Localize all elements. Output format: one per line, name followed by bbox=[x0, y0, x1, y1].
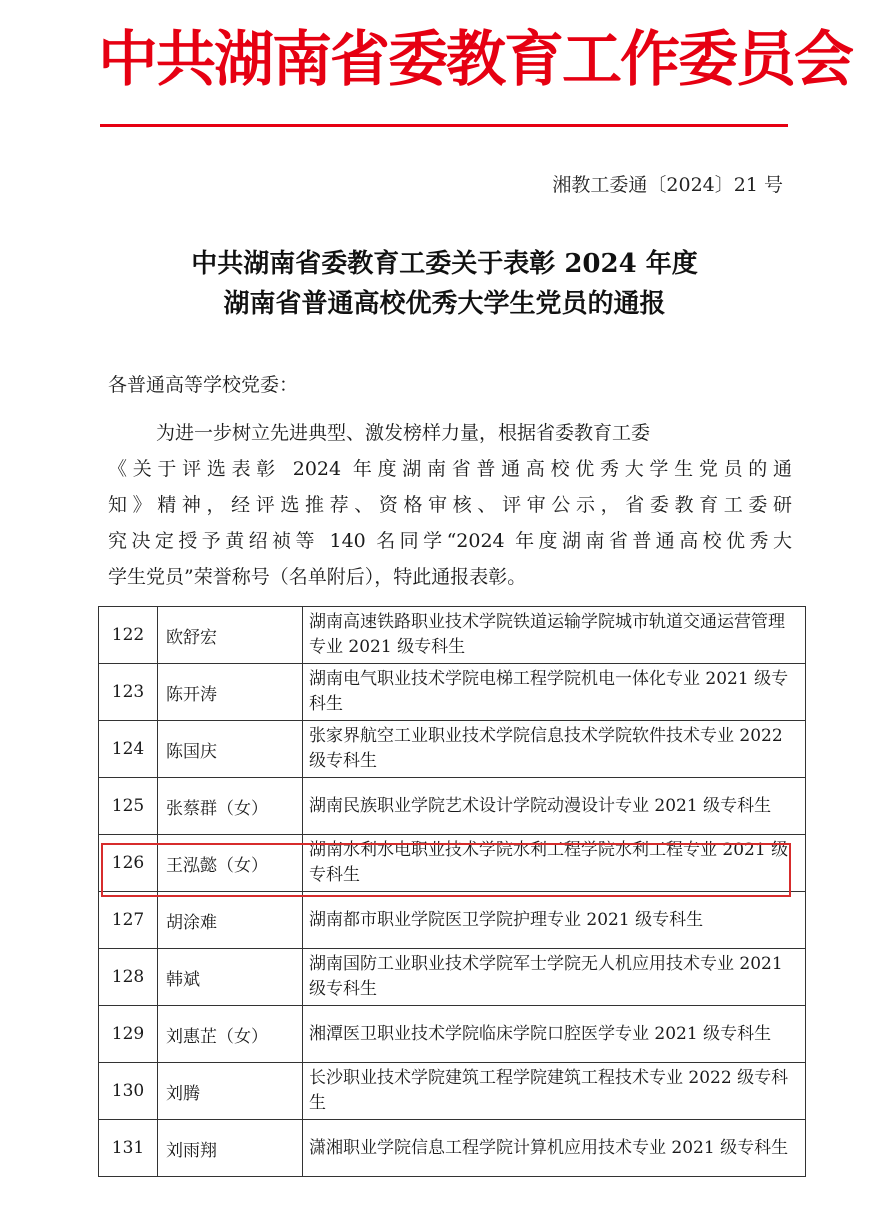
body-line: 究决定授予黄绍祯等 140 名同学“2024 年度湖南省普通高校优秀大 bbox=[108, 530, 792, 552]
row-number: 128 bbox=[99, 949, 158, 1006]
student-unit: 湖南电气职业技术学院电梯工程学院机电一体化专业 2021 级专科生 bbox=[303, 664, 806, 721]
red-divider-line bbox=[100, 124, 788, 127]
student-unit: 湖南国防工业职业技术学院军士学院无人机应用技术专业 2021 级专科生 bbox=[303, 949, 806, 1006]
table-row bbox=[99, 778, 806, 835]
table-row bbox=[99, 1120, 806, 1177]
table-row bbox=[99, 892, 806, 949]
row-number: 127 bbox=[99, 892, 158, 949]
student-name: 王泓懿（女） bbox=[158, 835, 303, 892]
student-name: 刘雨翔 bbox=[158, 1120, 303, 1177]
body-line: 为进一步树立先进典型、激发榜样力量，根据省委教育工委 bbox=[156, 422, 651, 444]
student-name: 张蔡群（女） bbox=[158, 778, 303, 835]
notice-title-line-2: 湖南省普通高校优秀大学生党员的通报 bbox=[223, 289, 666, 319]
table-row bbox=[99, 949, 806, 1006]
student-unit: 湖南高速铁路职业技术学院铁道运输学院城市轨道交通运营管理专业 2021 级专科生 bbox=[303, 607, 806, 664]
row-number: 126 bbox=[99, 835, 158, 892]
student-name: 欧舒宏 bbox=[158, 607, 303, 664]
document-number: 湘教工委通〔2024〕21 号 bbox=[552, 174, 783, 196]
honoree-table bbox=[98, 606, 806, 1177]
row-number: 124 bbox=[99, 721, 158, 778]
student-unit: 潇湘职业学院信息工程学院计算机应用技术专业 2021 级专科生 bbox=[303, 1120, 806, 1177]
student-unit: 长沙职业技术学院建筑工程学院建筑工程技术专业 2022 级专科生 bbox=[303, 1063, 806, 1120]
row-number: 125 bbox=[99, 778, 158, 835]
row-number: 130 bbox=[99, 1063, 158, 1120]
student-name: 刘腾 bbox=[158, 1063, 303, 1120]
student-unit: 湖南水利水电职业技术学院水利工程学院水利工程专业 2021 级专科生 bbox=[303, 835, 806, 892]
row-number: 129 bbox=[99, 1006, 158, 1063]
student-name: 胡涂难 bbox=[158, 892, 303, 949]
issuing-organization-header: 中共湖南省委教育工作委员会 bbox=[98, 25, 852, 95]
student-unit: 张家界航空工业职业技术学院信息技术学院软件技术专业 2022 级专科生 bbox=[303, 721, 806, 778]
student-unit: 湖南都市职业学院医卫学院护理专业 2021 级专科生 bbox=[303, 892, 806, 949]
table-row bbox=[99, 664, 806, 721]
notice-title-line-1: 中共湖南省委教育工委关于表彰 2024 年度 bbox=[191, 249, 698, 279]
table-row bbox=[99, 721, 806, 778]
table-row bbox=[99, 1063, 806, 1120]
row-number: 123 bbox=[99, 664, 158, 721]
student-unit: 湘潭医卫职业技术学院临床学院口腔医学专业 2021 级专科生 bbox=[303, 1006, 806, 1063]
student-name: 韩斌 bbox=[158, 949, 303, 1006]
notice-title bbox=[0, 244, 889, 324]
student-unit: 湖南民族职业学院艺术设计学院动漫设计专业 2021 级专科生 bbox=[303, 778, 806, 835]
table-row bbox=[99, 607, 806, 664]
body-line: 《关于评选表彰 2024 年度湖南省普通高校优秀大学生党员的通 bbox=[108, 458, 792, 480]
row-number: 131 bbox=[99, 1120, 158, 1177]
notice-body bbox=[108, 415, 792, 595]
body-line: 学生党员”荣誉称号（名单附后），特此通报表彰。 bbox=[108, 566, 527, 588]
table-row-highlighted bbox=[99, 835, 806, 892]
body-line: 知》精神，经评选推荐、资格审核、评审公示，省委教育工委研 bbox=[108, 494, 792, 516]
table-row bbox=[99, 1006, 806, 1063]
student-name: 陈国庆 bbox=[158, 721, 303, 778]
student-name: 刘惠芷（女） bbox=[158, 1006, 303, 1063]
salutation: 各普通高等学校党委： bbox=[108, 374, 299, 396]
student-name: 陈开涛 bbox=[158, 664, 303, 721]
row-number: 122 bbox=[99, 607, 158, 664]
